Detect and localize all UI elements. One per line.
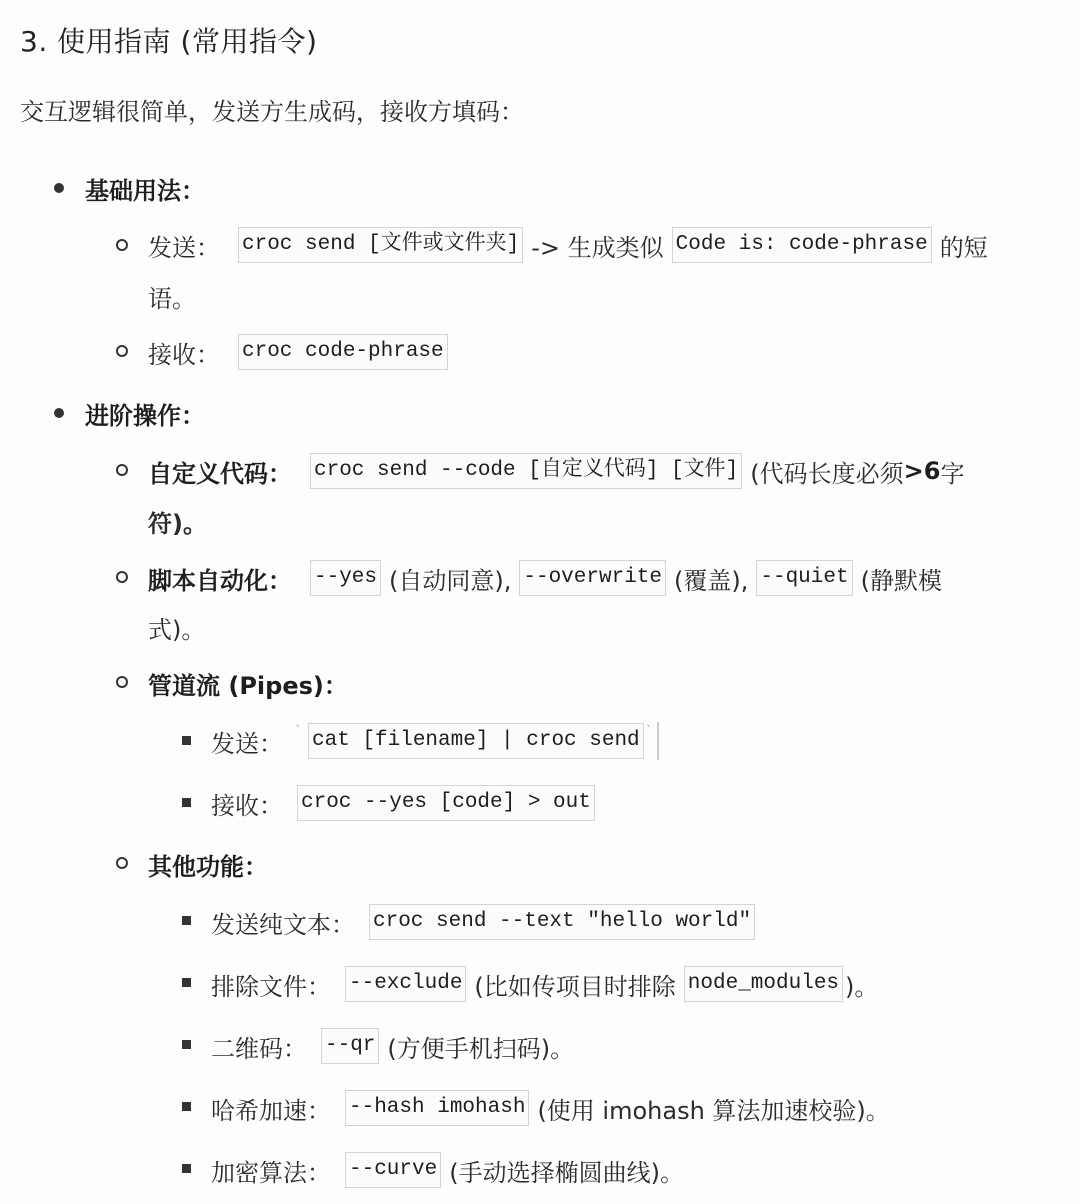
send-command-code: croc send [文件或文件夹] <box>238 227 523 263</box>
script-label: 脚本自动化： <box>148 566 292 595</box>
circle-bullet-icon <box>116 464 128 476</box>
circle-bullet-icon <box>116 857 128 869</box>
circle-bullet-icon <box>116 239 128 251</box>
wrap-text: 符)。 <box>148 510 207 538</box>
disc-bullet-icon <box>54 183 64 193</box>
square-bullet-icon <box>182 1040 191 1049</box>
wrap-text: 式)。 <box>148 616 206 644</box>
item-label: 加密算法： <box>211 1158 331 1187</box>
generates-text: -> 生成类似 <box>531 233 664 262</box>
circle-bullet-icon <box>116 676 128 688</box>
square-bullet-icon <box>182 798 191 807</box>
note-text: (静默模 <box>860 566 942 595</box>
pipes-receive-item <box>211 783 603 823</box>
note-text: (代码长度必须 <box>750 459 904 488</box>
note-text: (自动同意), <box>389 566 512 595</box>
item-label: 哈希加速： <box>211 1096 331 1125</box>
backtick-mark: ` <box>295 724 302 740</box>
overwrite-flag-code: --overwrite <box>519 560 666 596</box>
pipe-receive-code: croc --yes [code] > out <box>297 785 595 821</box>
send-label: 发送： <box>211 729 283 758</box>
note-text: (手动选择椭圆曲线)。 <box>449 1158 684 1187</box>
other-item-qr <box>211 1026 574 1066</box>
section-heading: 3. 使用指南 (常用指令) <box>20 25 318 58</box>
advanced-title: 进阶操作： <box>85 401 205 430</box>
circle-bullet-icon <box>116 571 128 583</box>
note-text: (比如传项目时排除 <box>474 972 676 1001</box>
note-text: (方便手机扫码)。 <box>387 1034 575 1063</box>
item-label: 二维码： <box>211 1034 307 1063</box>
other-item-curve <box>211 1150 684 1190</box>
wrap-text: 语。 <box>148 285 196 313</box>
note-bold: >6 <box>903 457 941 485</box>
square-bullet-icon <box>182 736 191 745</box>
send-text-code: croc send --text "hello world" <box>369 904 755 940</box>
custom-code-command: croc send --code [自定义代码] [文件] <box>310 453 742 489</box>
backtick-mark: ` <box>645 724 653 740</box>
item-label: 排除文件： <box>211 972 331 1001</box>
circle-bullet-icon <box>116 345 128 357</box>
receive-command-code: croc code-phrase <box>238 334 448 370</box>
basic-receive-item <box>148 332 456 372</box>
custom-code-item <box>148 451 964 491</box>
node-modules-code: node_modules <box>684 966 843 1002</box>
yes-flag-code: --yes <box>310 560 381 596</box>
basic-usage-title: 基础用法： <box>85 176 205 205</box>
square-bullet-icon <box>182 1164 191 1173</box>
send-label: 发送： <box>148 233 220 262</box>
other-item-exclude <box>211 964 878 1004</box>
tail-text: 的短 <box>939 233 988 262</box>
item-label: 发送纯文本： <box>211 910 355 939</box>
qr-flag-code: --qr <box>321 1028 379 1064</box>
other-item-text <box>211 902 763 942</box>
curve-flag-code: --curve <box>345 1152 441 1188</box>
other-item-hash <box>211 1088 890 1128</box>
exclude-flag-code: --exclude <box>345 966 466 1002</box>
receive-label: 接收： <box>211 791 283 820</box>
square-bullet-icon <box>182 916 191 925</box>
pipes-title: 管道流 (Pipes)： <box>148 671 348 700</box>
code-phrase-example: Code is: code-phrase <box>672 227 932 263</box>
quiet-flag-code: --quiet <box>756 560 852 596</box>
other-features-title: 其他功能： <box>148 852 268 881</box>
script-automation-item <box>148 558 942 598</box>
disc-bullet-icon <box>54 408 64 418</box>
note-text: 字 <box>940 459 965 488</box>
text-cursor <box>657 722 659 760</box>
pipe-send-code: cat [filename] | croc send <box>308 723 644 759</box>
receive-label: 接收： <box>148 340 220 369</box>
pipes-send-item <box>211 721 659 761</box>
note-text: )。 <box>845 972 879 1001</box>
note-text: (覆盖), <box>674 566 749 595</box>
note-text: (使用 imohash 算法加速校验)。 <box>537 1096 890 1125</box>
intro-text: 交互逻辑很简单，发送方生成码，接收方填码： <box>20 98 524 126</box>
square-bullet-icon <box>182 978 191 987</box>
custom-code-label: 自定义代码： <box>148 459 292 488</box>
hash-flag-code: --hash imohash <box>345 1090 529 1126</box>
basic-send-item <box>148 225 988 265</box>
square-bullet-icon <box>182 1102 191 1111</box>
